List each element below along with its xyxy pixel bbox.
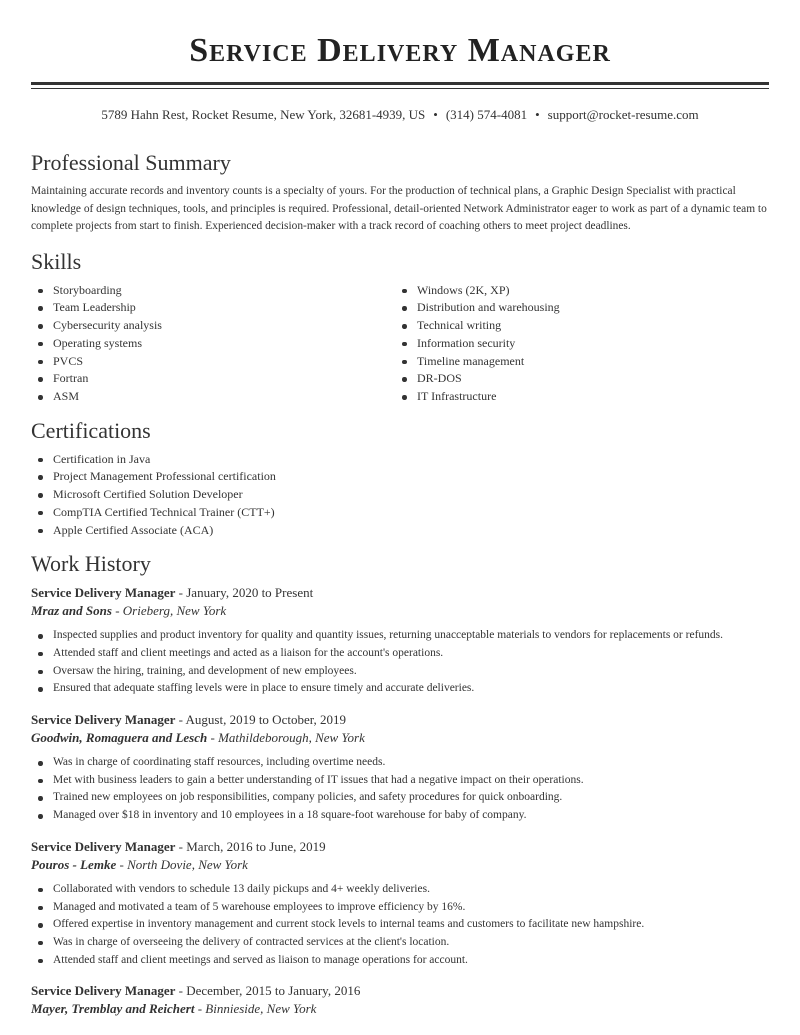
list-item bbox=[31, 370, 395, 388]
job-role: Service Delivery Manager bbox=[31, 585, 176, 601]
job-company: Mayer, Tremblay and Reichert bbox=[31, 1001, 195, 1017]
job-separator: - bbox=[111, 603, 123, 619]
job-separator: - bbox=[175, 585, 187, 601]
bullet-dot bbox=[38, 634, 43, 639]
bullet-dot bbox=[38, 670, 43, 675]
list-item-text: DR-DOS bbox=[417, 371, 462, 386]
list-item-text: CompTIA Certified Technical Trainer (CTT+) bbox=[53, 504, 275, 519]
job-separator: - bbox=[175, 712, 186, 728]
bullet-dot bbox=[38, 306, 43, 311]
list-item bbox=[31, 663, 769, 681]
bullet-dot bbox=[38, 377, 43, 382]
bullet-dot bbox=[402, 395, 407, 400]
list-item-text: Apple Certified Associate (ACA) bbox=[53, 522, 214, 537]
list-item bbox=[31, 754, 769, 772]
list-item bbox=[31, 522, 769, 540]
job-dates: August, 2019 to October, 2019 bbox=[185, 712, 347, 728]
list-item bbox=[31, 317, 395, 335]
certifications-list bbox=[31, 451, 769, 540]
job-title-line bbox=[31, 982, 769, 1000]
bullet-dot bbox=[38, 342, 43, 347]
job-title-line bbox=[31, 711, 769, 729]
bullet-dot bbox=[402, 377, 407, 382]
job-entry bbox=[31, 838, 769, 970]
list-item bbox=[31, 388, 395, 406]
list-item-text: Timeline management bbox=[417, 353, 525, 368]
bullet-dot bbox=[38, 493, 43, 498]
list-item-text: Storyboarding bbox=[53, 282, 122, 297]
job-separator: - bbox=[175, 983, 187, 999]
job-dates: December, 2015 to January, 2016 bbox=[186, 983, 361, 999]
bullet-dot bbox=[402, 289, 407, 294]
job-company: Goodwin, Romaguera and Lesch bbox=[31, 730, 208, 746]
list-item-text: Team Leadership bbox=[53, 300, 136, 315]
list-item-text: Collaborated with vendors to schedule 13 daily pickups and 4+ weekly deliveries. bbox=[53, 882, 430, 895]
bullet-dot bbox=[38, 395, 43, 400]
list-item-text: Managed over $18 in inventory and 10 employees in a 18 square-foot warehouse for baby of company. bbox=[53, 809, 527, 822]
job-duties-list bbox=[31, 881, 769, 970]
job-entry bbox=[31, 982, 769, 1018]
list-item-text: PVCS bbox=[53, 353, 84, 368]
list-item-text: Was in charge of overseeing the delivery of contracted services at the client's location. bbox=[53, 935, 450, 948]
bullet-dot bbox=[38, 475, 43, 480]
list-item bbox=[31, 916, 769, 934]
job-company: Pouros - Lemke bbox=[31, 856, 117, 872]
list-item bbox=[31, 335, 395, 353]
job-company-line bbox=[31, 1000, 769, 1018]
bullet-dot bbox=[38, 888, 43, 893]
work-history-list bbox=[31, 584, 769, 1018]
list-item bbox=[31, 504, 769, 522]
job-role: Service Delivery Manager bbox=[31, 983, 176, 999]
bullet-dot bbox=[38, 761, 43, 766]
list-item bbox=[31, 468, 769, 486]
list-item bbox=[31, 282, 395, 300]
list-item bbox=[31, 807, 769, 825]
list-item-text: Ensured that adequate staffing levels were in place to ensure timely and accurate deliveries. bbox=[53, 682, 475, 695]
list-item bbox=[31, 353, 395, 371]
job-role: Service Delivery Manager bbox=[31, 838, 176, 854]
list-item-text: Microsoft Certified Solution Developer bbox=[53, 487, 243, 502]
contact-separator: • bbox=[535, 107, 540, 122]
list-item-text: Operating systems bbox=[53, 335, 142, 350]
job-location: Mathildeborough, New York bbox=[218, 730, 365, 746]
bullet-dot bbox=[402, 360, 407, 365]
job-title-line bbox=[31, 838, 769, 856]
job-dates: January, 2020 to Present bbox=[186, 585, 314, 601]
job-separator: - bbox=[194, 1001, 206, 1017]
list-item-text: Trained new employees on job responsibilities, company policies, and safety procedures for quick onboarding. bbox=[53, 791, 563, 804]
header-divider-thick bbox=[31, 82, 769, 85]
bullet-dot bbox=[38, 511, 43, 516]
contact-phone: (314) 574-4081 bbox=[445, 107, 528, 122]
work-history-heading: Work History bbox=[31, 551, 151, 577]
list-item bbox=[31, 881, 769, 899]
job-separator: - bbox=[116, 856, 128, 872]
list-item-text: Fortran bbox=[53, 371, 89, 386]
skills-list-left bbox=[31, 282, 395, 406]
list-item bbox=[31, 627, 769, 645]
job-company: Mraz and Sons bbox=[31, 603, 112, 619]
contact-address: 5789 Hahn Rest, Rocket Resume, New York, 32681-4939, US bbox=[101, 107, 426, 122]
summary-heading: Professional Summary bbox=[31, 150, 231, 175]
list-item-text: Attended staff and client meetings and acted as a liaison for the account's operations. bbox=[53, 646, 444, 659]
list-item bbox=[395, 370, 759, 388]
list-item bbox=[31, 451, 769, 469]
list-item bbox=[395, 353, 759, 371]
bullet-dot bbox=[402, 342, 407, 347]
list-item-text: Technical writing bbox=[417, 318, 502, 333]
list-item-text: Offered expertise in inventory management and current stock levels to internal teams and customers to facilitate new hampshire. bbox=[53, 918, 645, 931]
skills-list-right bbox=[395, 282, 759, 406]
job-title-line bbox=[31, 584, 769, 602]
list-item bbox=[395, 335, 759, 353]
list-item bbox=[395, 388, 759, 406]
bullet-dot bbox=[38, 941, 43, 946]
job-dates: March, 2016 to June, 2019 bbox=[186, 838, 326, 854]
list-item bbox=[31, 645, 769, 663]
bullet-dot bbox=[38, 814, 43, 819]
bullet-dot bbox=[38, 324, 43, 329]
job-location: Orieberg, New York bbox=[122, 603, 227, 619]
list-item-text: Distribution and warehousing bbox=[417, 300, 560, 315]
job-company-line bbox=[31, 856, 769, 874]
job-company-line bbox=[31, 602, 769, 620]
list-item bbox=[31, 680, 769, 698]
list-item bbox=[395, 282, 759, 300]
job-duties-list bbox=[31, 627, 769, 698]
skills-columns bbox=[31, 282, 769, 406]
bullet-dot bbox=[402, 324, 407, 329]
skills-heading: Skills bbox=[31, 248, 82, 274]
certifications-heading: Certifications bbox=[31, 417, 151, 443]
list-item bbox=[31, 772, 769, 790]
header-divider-thin bbox=[31, 88, 769, 89]
summary-text: Maintaining accurate records and inventory counts is a specialty of yours. For the production of technical plans, a Graphic Design Specialist with practical knowledge of design techniques, tools, and principles is required. Professional, detail-oriented Network Administrator eager to work as part of a dynamic team to complete projects from start to finish. Experienced decision-maker with a track record of coaching others to meet project deadlines. bbox=[31, 185, 767, 233]
job-entry bbox=[31, 584, 769, 698]
bullet-dot bbox=[38, 906, 43, 911]
list-item-text: Met with business leaders to gain a better understanding of IT issues that had a negative impact on their operations. bbox=[53, 773, 584, 786]
bullet-dot bbox=[38, 360, 43, 365]
job-separator: - bbox=[175, 838, 187, 854]
list-item-text: Project Management Professional certification bbox=[53, 469, 276, 484]
job-location: North Dovie, New York bbox=[127, 856, 248, 872]
list-item bbox=[395, 299, 759, 317]
list-item-text: ASM bbox=[53, 389, 80, 403]
bullet-dot bbox=[38, 458, 43, 463]
list-item bbox=[31, 789, 769, 807]
job-location: Binnieside, New York bbox=[205, 1001, 317, 1017]
list-item bbox=[31, 299, 395, 317]
bullet-dot bbox=[38, 529, 43, 534]
list-item-text: Cybersecurity analysis bbox=[53, 318, 162, 333]
contact-info bbox=[31, 107, 769, 123]
list-item-text: Was in charge of coordinating staff resources, including overtime needs. bbox=[53, 756, 386, 769]
list-item bbox=[31, 486, 769, 504]
list-item bbox=[31, 934, 769, 952]
job-entry bbox=[31, 711, 769, 825]
list-item-text: Attended staff and client meetings and served as liaison to manage operations for account. bbox=[53, 953, 468, 966]
list-item-text: Certification in Java bbox=[53, 451, 151, 466]
bullet-dot bbox=[38, 687, 43, 692]
resume-name: Service Delivery Manager bbox=[189, 32, 611, 69]
bullet-dot bbox=[38, 923, 43, 928]
contact-email[interactable]: support@rocket-resume.com bbox=[547, 107, 699, 122]
job-duties-list bbox=[31, 754, 769, 825]
list-item-text: Inspected supplies and product inventory for quality and quantity issues, returning unacceptable materials to vendors for replacements or refunds. bbox=[53, 629, 723, 642]
list-item-text: IT Infrastructure bbox=[417, 389, 497, 403]
bullet-dot bbox=[38, 289, 43, 294]
list-item bbox=[31, 899, 769, 917]
list-item bbox=[31, 952, 769, 970]
job-company-line bbox=[31, 729, 769, 747]
job-separator: - bbox=[207, 730, 219, 746]
list-item-text: Oversaw the hiring, training, and development of new employees. bbox=[53, 664, 357, 677]
job-role: Service Delivery Manager bbox=[31, 712, 176, 728]
bullet-dot bbox=[38, 779, 43, 784]
list-item-text: Windows (2K, XP) bbox=[417, 282, 510, 297]
bullet-dot bbox=[38, 796, 43, 801]
list-item-text: Managed and motivated a team of 5 warehouse employees to improve efficiency by 16%. bbox=[53, 900, 466, 913]
bullet-dot bbox=[38, 652, 43, 657]
contact-separator: • bbox=[433, 107, 438, 122]
bullet-dot bbox=[402, 306, 407, 311]
list-item-text: Information security bbox=[417, 335, 516, 350]
list-item bbox=[395, 317, 759, 335]
resume-page bbox=[31, 0, 769, 1035]
bullet-dot bbox=[38, 959, 43, 964]
